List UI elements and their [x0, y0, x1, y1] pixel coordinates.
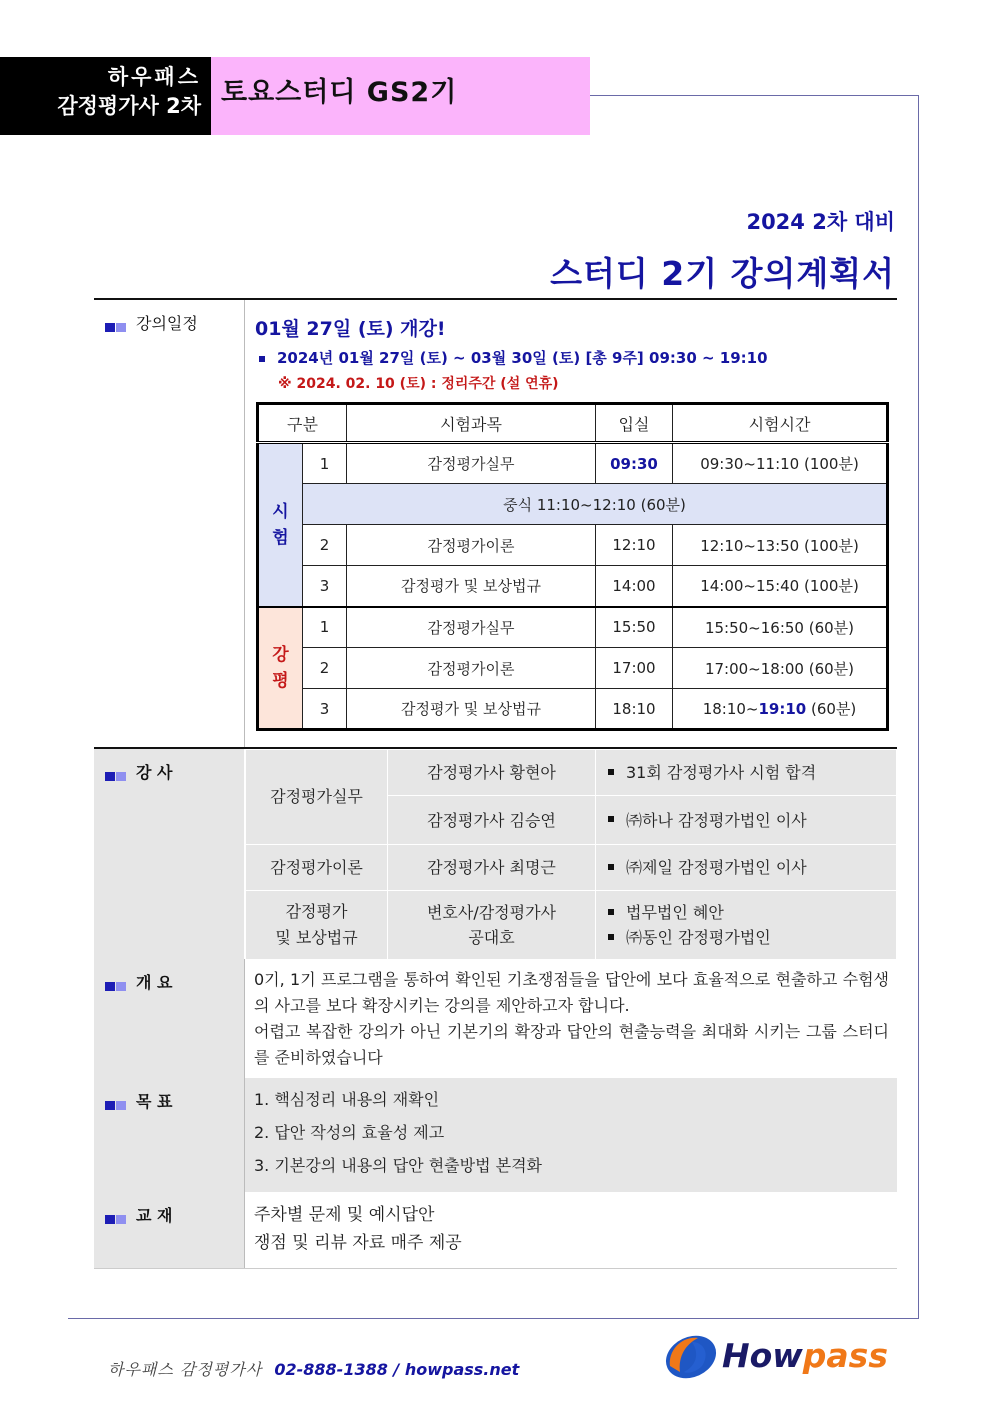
instructor-name: 감정평가사 김승연 [388, 796, 596, 845]
instructor-career: 법무법인 혜안 ㈜동인 감정평가법인 [596, 891, 897, 960]
row-time: 14:00~15:40 (100분) [673, 566, 888, 607]
howpass-logo [664, 1332, 899, 1380]
row-time: 15:50~16:50 (60분) [673, 607, 888, 648]
table-row [258, 443, 888, 484]
instructors-label: 강 사 [136, 763, 173, 782]
header-time: 시험시간 [673, 404, 888, 443]
row-subject: 감정평가이론 [347, 648, 596, 689]
logo-wordmark: Howpass [722, 1336, 888, 1375]
section-label [94, 749, 245, 959]
square-bullet-icon [105, 766, 127, 785]
row-subject: 감정평가 및 보상법규 [347, 566, 596, 607]
row-entry: 18:10 [596, 689, 673, 730]
row-number: 1 [303, 607, 347, 648]
holiday-note: ※ 2024. 02. 10 (토) : 정리주간 (설 연휴) [278, 376, 559, 392]
row-number: 3 [303, 689, 347, 730]
frame-line-bottom [68, 1318, 919, 1319]
instructor-subject: 감정평가 및 보상법규 [246, 891, 388, 960]
table-row [258, 607, 888, 648]
lunch-cell: 중식 11:10~12:10 (60분) [303, 484, 888, 525]
doc-subtitle: 2024 2차 대비 [746, 210, 895, 234]
square-bullet-icon [105, 1095, 127, 1114]
square-bullet-icon [105, 976, 127, 995]
instructor-table [245, 749, 897, 960]
goals-label: 목 표 [136, 1092, 173, 1111]
row-entry: 15:50 [596, 607, 673, 648]
textbook-label: 교 재 [136, 1206, 173, 1225]
schedule-section [94, 300, 897, 747]
instructor-name: 감정평가사 황현아 [388, 750, 596, 796]
square-bullet-icon [105, 1209, 127, 1228]
instructor-name: 변호사/감정평가사 공대호 [388, 891, 596, 960]
table-row [246, 845, 897, 891]
list-item: 2. 답안 작성의 효율성 제고 [254, 1123, 445, 1142]
list-item: 3. 기본강의 내용의 답안 현출방법 본격화 [254, 1156, 542, 1175]
header-entry: 입실 [596, 404, 673, 443]
table-row [258, 689, 888, 730]
brand-line2: 감정평가사 2차 [57, 94, 201, 118]
textbook-text: 주차별 문제 및 예시답안 쟁점 및 리뷰 자료 매주 제공 [254, 1205, 462, 1253]
row-entry: 17:00 [596, 648, 673, 689]
row-number: 2 [303, 525, 347, 566]
course-title: 토요스터디 GS2기 [211, 57, 590, 135]
schedule-label: 강의일정 [136, 314, 198, 333]
frame-line-top [590, 95, 919, 96]
exam-group-cell: 시험 [258, 443, 303, 607]
row-time: 09:30~11:10 (100분) [673, 443, 888, 484]
table-row [246, 750, 897, 796]
goals-list [254, 1088, 542, 1187]
row-subject: 감정평가실무 [347, 607, 596, 648]
section-label [94, 1078, 245, 1192]
instructor-career: 31회 감정평가사 시험 합격 [596, 750, 897, 796]
table-row [258, 566, 888, 607]
overview-label: 개 요 [136, 973, 173, 992]
section-label [94, 300, 245, 747]
instructor-subject: 감정평가실무 [246, 750, 388, 845]
row-number: 2 [303, 648, 347, 689]
row-time: 12:10~13:50 (100분) [673, 525, 888, 566]
doc-title: 스터디 2기 강의계획서 [550, 254, 895, 293]
table-row [258, 648, 888, 689]
row-subject: 감정평가이론 [347, 525, 596, 566]
row-number: 1 [303, 443, 347, 484]
review-group-cell: 강평 [258, 607, 303, 730]
header-subject: 시험과목 [347, 404, 596, 443]
schedule-table [256, 402, 889, 731]
goals-section [94, 1078, 897, 1192]
instructors-section [94, 747, 897, 959]
table-row [258, 525, 888, 566]
instructor-career: ㈜하나 감정평가법인 이사 [596, 796, 897, 845]
instructor-subject: 감정평가이론 [246, 845, 388, 891]
row-number: 3 [303, 566, 347, 607]
course-period: 2024년 01월 27일 (토) ~ 03월 30일 (토) [총 9주] 09:30 ~ 19:10 [259, 347, 768, 368]
frame-line-right [918, 95, 919, 1319]
table-header-row [258, 404, 888, 443]
row-entry: 14:00 [596, 566, 673, 607]
brand-block [0, 57, 211, 135]
row-subject: 감정평가 및 보상법규 [347, 689, 596, 730]
howpass-logo-icon [664, 1332, 720, 1380]
instructor-name: 감정평가사 최명근 [388, 845, 596, 891]
row-entry: 09:30 [596, 443, 673, 484]
textbook-section [94, 1192, 897, 1269]
header-category: 구분 [258, 404, 347, 443]
row-subject: 감정평가실무 [347, 443, 596, 484]
square-bullet-icon [105, 317, 127, 336]
overview-text: 0기, 1기 프로그램을 통하여 확인된 기초쟁점들을 답안에 보다 효율적으로 현출하고 수험생의 사고를 보다 확장시키는 강의를 제안하고자 합니다. 어렵고 복잡한 강의가 아닌 기본기의 확장과 답안의 현출능력을 최대화 시키는 그룹 스터디를 준비하였습니다 [254, 970, 889, 1067]
section-label [94, 959, 245, 1078]
brand-line1: 하우패스 [107, 65, 201, 89]
overview-section [94, 959, 897, 1078]
square-bullet-icon [259, 356, 265, 362]
footer-contact: 하우패스 감정평가사 02-888-1388 / howpass.net [108, 1360, 520, 1379]
row-time: 17:00~18:00 (60분) [673, 648, 888, 689]
opening-date: 01월 27일 (토) 개강! [255, 318, 446, 340]
row-entry: 12:10 [596, 525, 673, 566]
list-item: 1. 핵심정리 내용의 재확인 [254, 1090, 440, 1109]
instructor-career: ㈜제일 감정평가법인 이사 [596, 845, 897, 891]
row-time: 18:10~19:10 (60분) [673, 689, 888, 730]
lunch-row [258, 484, 888, 525]
section-label [94, 1192, 245, 1268]
table-row [246, 891, 897, 960]
